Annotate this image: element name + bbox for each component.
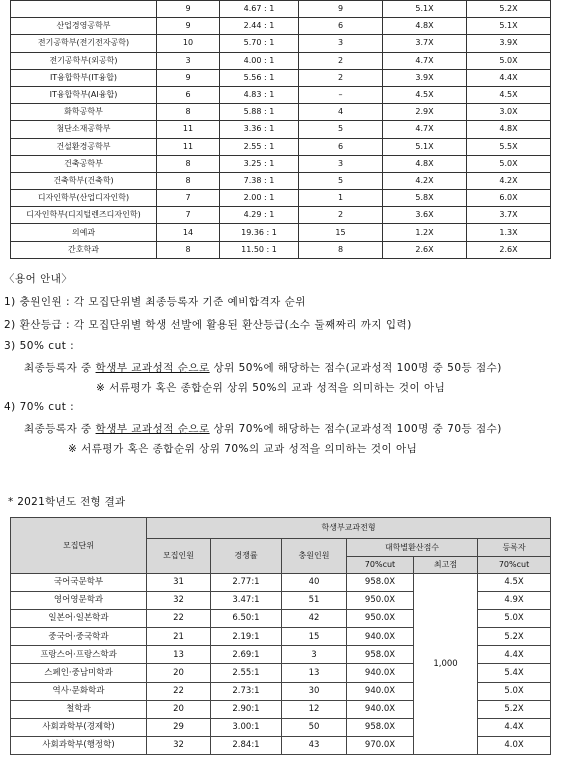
value-cell: 5.1X (383, 138, 467, 155)
value-cell: 5.0X (478, 610, 551, 628)
term-fill-count: 1) 충원인원 : 각 모집단위별 최종등록자 기준 예비합격자 순위 (4, 296, 306, 308)
value-cell: 2.77:1 (211, 574, 282, 592)
value-cell: 8 (157, 172, 220, 189)
value-cell: 2.9X (383, 104, 467, 121)
value-cell: 13 (282, 664, 347, 682)
header-group: 학생부교과전형 (147, 518, 551, 539)
value-cell: 1.3X (467, 224, 551, 241)
admission-stats-body (11, 1, 551, 259)
value-cell: 3.0X (467, 104, 551, 121)
unit-cell: 철학과 (11, 700, 147, 718)
value-cell: 4.67 : 1 (220, 1, 299, 18)
value-cell: 4.83 : 1 (220, 86, 299, 103)
value-cell: 1 (299, 190, 383, 207)
value-cell: 21 (147, 628, 211, 646)
header-filled: 충원인원 (282, 539, 347, 574)
value-cell: 2.44 : 1 (220, 18, 299, 35)
value-cell: 5.2X (478, 628, 551, 646)
value-cell: 32 (147, 592, 211, 610)
value-cell: 3 (157, 52, 220, 69)
value-cell: 3 (282, 646, 347, 664)
table-row (11, 224, 551, 241)
unit-cell: IT융합학부(AI융합) (11, 86, 157, 103)
value-cell: 8 (157, 104, 220, 121)
value-cell: 2.55 : 1 (220, 138, 299, 155)
value-cell: 12 (282, 700, 347, 718)
term-70-cut-desc: 최종등록자 중 학생부 교과성적 순으로 상위 70%에 해당하는 점수(교과성적 100명 중 70등 점수) (24, 423, 502, 435)
value-cell: 9 (299, 1, 383, 18)
value-cell: 4.7X (383, 121, 467, 138)
value-cell: 940.0X (347, 682, 414, 700)
value-cell: 4.7X (383, 52, 467, 69)
header-max: 최고점 (414, 557, 478, 574)
table-row (11, 574, 551, 592)
value-cell: 5.0X (467, 52, 551, 69)
value-cell: 940.0X (347, 664, 414, 682)
value-cell: 15 (282, 628, 347, 646)
value-cell: 4 (299, 104, 383, 121)
value-cell: 5.5X (467, 138, 551, 155)
table-row (11, 121, 551, 138)
value-cell: 8 (299, 241, 383, 258)
results-2021-table (10, 517, 551, 755)
table-row (11, 52, 551, 69)
value-cell: 5.56 : 1 (220, 69, 299, 86)
value-cell: 6 (299, 18, 383, 35)
value-cell: 5.2X (467, 1, 551, 18)
value-cell: 2.19:1 (211, 628, 282, 646)
value-cell: 43 (282, 736, 347, 754)
admission-stats-table (10, 0, 551, 259)
unit-cell: 역사·문화학과 (11, 682, 147, 700)
value-cell: 20 (147, 664, 211, 682)
value-cell: 4.29 : 1 (220, 207, 299, 224)
value-cell: 940.0X (347, 700, 414, 718)
table-row (11, 35, 551, 52)
value-cell: 4.00 : 1 (220, 52, 299, 69)
unit-cell: 건축학부(건축학) (11, 172, 157, 189)
value-cell: 2.73:1 (211, 682, 282, 700)
value-cell: 5 (299, 121, 383, 138)
value-cell: 4.4X (478, 718, 551, 736)
value-cell: 4.4X (467, 69, 551, 86)
value-cell: 5.70 : 1 (220, 35, 299, 52)
unit-cell: 사회과학부(행정학) (11, 736, 147, 754)
unit-cell: 첨단소재공학부 (11, 121, 157, 138)
value-cell: 6 (299, 138, 383, 155)
value-cell: 50 (282, 718, 347, 736)
value-cell: 9 (157, 1, 220, 18)
unit-cell: 디자인학부(디지털렌즈디자인학) (11, 207, 157, 224)
value-cell: 5.0X (467, 155, 551, 172)
unit-cell: 프랑스어·프랑스학과 (11, 646, 147, 664)
value-cell: 32 (147, 736, 211, 754)
value-cell: 6.0X (467, 190, 551, 207)
unit-cell: 간호학과 (11, 241, 157, 258)
value-cell: 42 (282, 610, 347, 628)
value-cell: 3 (299, 155, 383, 172)
value-cell: 3.6X (383, 207, 467, 224)
value-cell: 4.5X (478, 574, 551, 592)
value-cell: 29 (147, 718, 211, 736)
term-converted-grade: 2) 환산등급 : 각 모집단위별 학생 선발에 활용된 환산등급(소수 둘째짜리 까지 입력) (4, 319, 412, 331)
value-cell: 11 (157, 138, 220, 155)
table-row (11, 86, 551, 103)
table-row (11, 190, 551, 207)
value-cell: 30 (282, 682, 347, 700)
value-cell: 3.47:1 (211, 592, 282, 610)
term-70-cut-note: ※ 서류평가 혹은 종합순위 상위 70%의 교과 성적을 의미하는 것이 아님 (68, 443, 418, 455)
value-cell: 19.36 : 1 (220, 224, 299, 241)
unit-cell: 국어국문학부 (11, 574, 147, 592)
value-cell: 8 (157, 155, 220, 172)
value-cell: 950.0X (347, 610, 414, 628)
value-cell: 7.38 : 1 (220, 172, 299, 189)
term-70-cut-title: 4) 70% cut : (4, 401, 75, 413)
value-cell: – (299, 86, 383, 103)
term-70-cut-underline: 학생부 교과성적 순으로 (95, 423, 210, 435)
value-cell: 2.6X (383, 241, 467, 258)
value-cell: 2 (299, 207, 383, 224)
value-cell: 11 (157, 121, 220, 138)
value-cell: 2 (299, 69, 383, 86)
value-cell: 14 (157, 224, 220, 241)
value-cell: 22 (147, 610, 211, 628)
value-cell: 1.2X (383, 224, 467, 241)
unit-cell: 화학공학부 (11, 104, 157, 121)
term-50-cut-title: 3) 50% cut : (4, 340, 75, 352)
header-score-cut70: 70%cut (347, 557, 414, 574)
value-cell: 51 (282, 592, 347, 610)
term-50-cut-desc: 최종등록자 중 학생부 교과성적 순으로 상위 50%에 해당하는 점수(교과성적 100명 중 50등 점수) (24, 362, 502, 374)
value-cell: 4.2X (467, 172, 551, 189)
value-cell: 4.8X (467, 121, 551, 138)
value-cell: 4.0X (478, 736, 551, 754)
value-cell: 2.84:1 (211, 736, 282, 754)
value-cell: 3 (299, 35, 383, 52)
term-50-cut-underline: 학생부 교과성적 순으로 (95, 362, 210, 374)
value-cell: 2.69:1 (211, 646, 282, 664)
value-cell: 5.4X (478, 664, 551, 682)
results-2021-body (11, 574, 551, 755)
value-cell: 9 (157, 69, 220, 86)
unit-cell: 의예과 (11, 224, 157, 241)
table-row (11, 207, 551, 224)
value-cell: 11.50 : 1 (220, 241, 299, 258)
value-cell: 970.0X (347, 736, 414, 754)
table-row (11, 138, 551, 155)
value-cell: 31 (147, 574, 211, 592)
value-cell: 10 (157, 35, 220, 52)
value-cell: 3.9X (467, 35, 551, 52)
value-cell: 9 (157, 18, 220, 35)
value-cell: 4.2X (383, 172, 467, 189)
value-cell: 2.6X (467, 241, 551, 258)
unit-cell: 디자인학부(산업디자인학) (11, 190, 157, 207)
unit-cell: 전기공학부(외공학) (11, 52, 157, 69)
value-cell: 20 (147, 700, 211, 718)
value-cell: 40 (282, 574, 347, 592)
unit-cell: 산업경영공학부 (11, 18, 157, 35)
table-row (11, 1, 551, 18)
value-cell: 2 (299, 52, 383, 69)
unit-cell: 건설환경공학부 (11, 138, 157, 155)
value-cell: 2.55:1 (211, 664, 282, 682)
value-cell: 5 (299, 172, 383, 189)
value-cell: 5.0X (478, 682, 551, 700)
table-row (11, 18, 551, 35)
unit-cell: IT융합학부(IT융합) (11, 69, 157, 86)
unit-cell (11, 1, 157, 18)
term-50-cut-note: ※ 서류평가 혹은 종합순위 상위 50%의 교과 성적을 의미하는 것이 아님 (96, 382, 446, 394)
table-row (11, 155, 551, 172)
value-cell: 3.25 : 1 (220, 155, 299, 172)
value-cell: 4.5X (383, 86, 467, 103)
header-score-group: 대학별환산점수 (347, 539, 478, 557)
value-cell: 5.1X (383, 1, 467, 18)
value-cell: 950.0X (347, 592, 414, 610)
unit-cell: 건축공학부 (11, 155, 157, 172)
value-cell: 4.8X (383, 18, 467, 35)
value-cell: 958.0X (347, 646, 414, 664)
value-cell: 15 (299, 224, 383, 241)
value-cell: 2.90:1 (211, 700, 282, 718)
value-cell: 958.0X (347, 574, 414, 592)
value-cell: 5.88 : 1 (220, 104, 299, 121)
table-row (11, 104, 551, 121)
unit-cell: 영어영문학과 (11, 592, 147, 610)
value-cell: 7 (157, 190, 220, 207)
header-quota: 모집인원 (147, 539, 211, 574)
value-cell: 4.5X (467, 86, 551, 103)
unit-cell: 전기공학부(전기전자공학) (11, 35, 157, 52)
max-score-cell: 1,000 (414, 574, 478, 755)
value-cell: 5.1X (467, 18, 551, 35)
unit-cell: 사회과학부(경제학) (11, 718, 147, 736)
value-cell: 7 (157, 207, 220, 224)
value-cell: 13 (147, 646, 211, 664)
value-cell: 940.0X (347, 628, 414, 646)
unit-cell: 중국어·중국학과 (11, 628, 147, 646)
value-cell: 3.7X (467, 207, 551, 224)
table-row (11, 241, 551, 258)
value-cell: 22 (147, 682, 211, 700)
value-cell: 4.4X (478, 646, 551, 664)
value-cell: 4.8X (383, 155, 467, 172)
value-cell: 6.50:1 (211, 610, 282, 628)
header-ratio: 경쟁률 (211, 539, 282, 574)
value-cell: 4.9X (478, 592, 551, 610)
value-cell: 3.7X (383, 35, 467, 52)
value-cell: 5.2X (478, 700, 551, 718)
header-enroll: 등록자 (478, 539, 551, 557)
header-unit: 모집단위 (11, 518, 147, 574)
results-title: * 2021학년도 전형 결과 (8, 496, 126, 508)
value-cell: 6 (157, 86, 220, 103)
table-row (11, 69, 551, 86)
table-row (11, 172, 551, 189)
terms-heading: 〈용어 안내〉 (4, 273, 73, 285)
unit-cell: 스페인·중남미학과 (11, 664, 147, 682)
value-cell: 5.8X (383, 190, 467, 207)
value-cell: 2.00 : 1 (220, 190, 299, 207)
value-cell: 3.9X (383, 69, 467, 86)
header-enroll-cut70: 70%cut (478, 557, 551, 574)
value-cell: 8 (157, 241, 220, 258)
value-cell: 3.36 : 1 (220, 121, 299, 138)
value-cell: 3.00:1 (211, 718, 282, 736)
unit-cell: 일본어·일본학과 (11, 610, 147, 628)
value-cell: 958.0X (347, 718, 414, 736)
